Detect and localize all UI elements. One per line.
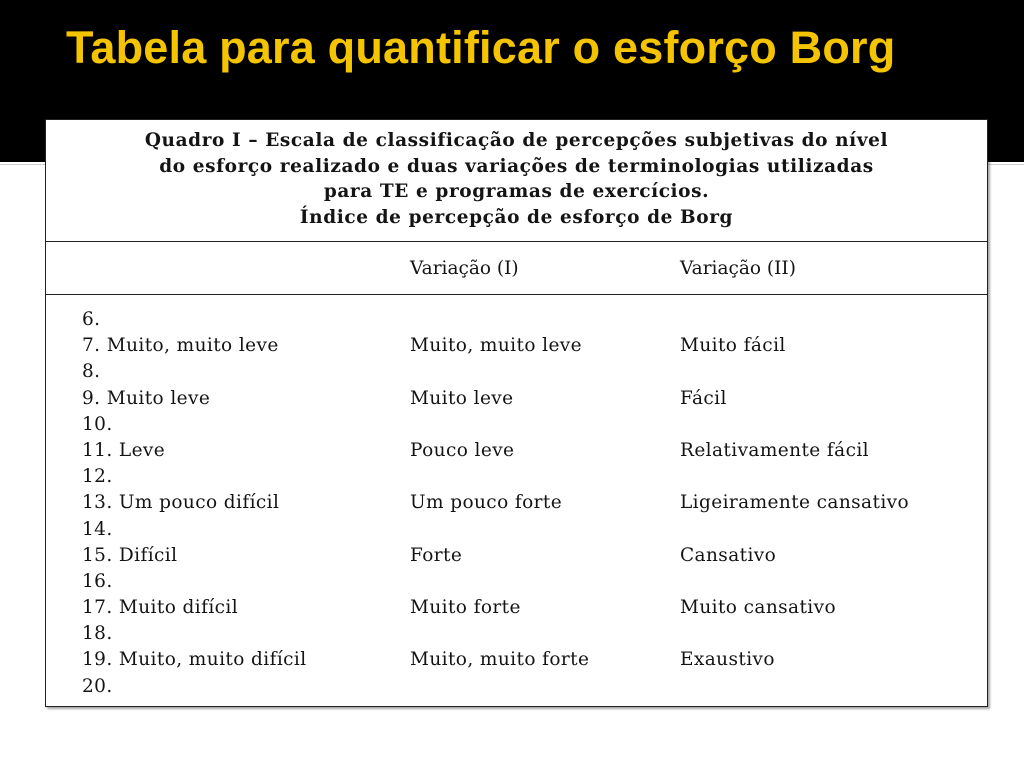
divider-left xyxy=(0,164,46,165)
scale-cell: 15. Difícil xyxy=(82,544,178,566)
table-row xyxy=(46,438,987,464)
table-row xyxy=(46,674,987,700)
scale-cell: 8. xyxy=(82,361,101,383)
variation-1-cell: Muito, muito forte xyxy=(410,649,590,671)
scale-cell: 10. xyxy=(82,413,113,435)
caption-line: Índice de percepção de esforço de Borg xyxy=(299,206,734,228)
variation-2-cell: Relativamente fácil xyxy=(680,439,869,461)
table-row xyxy=(46,647,987,673)
scale-cell: 19. Muito, muito difícil xyxy=(82,649,307,671)
divider-right xyxy=(988,164,1024,165)
borg-scale-table xyxy=(45,119,988,707)
scale-cell: 13. Um pouco difícil xyxy=(82,492,280,514)
variation-2-cell: Cansativo xyxy=(680,544,777,566)
scale-cell: 9. Muito leve xyxy=(82,387,211,409)
table-row xyxy=(46,543,987,569)
scale-cell: 11. Leve xyxy=(82,439,166,461)
scale-cell: 16. xyxy=(82,570,113,592)
variation-2-cell: Fácil xyxy=(680,387,727,409)
caption-line: do esforço realizado e duas variações de terminologias utilizadas xyxy=(159,155,874,177)
variation-2-cell: Muito fácil xyxy=(680,335,786,357)
table-body xyxy=(46,307,987,700)
table-row xyxy=(46,464,987,490)
caption-line: Quadro I – Escala de classificação de percepções subjetivas do nível xyxy=(144,130,889,151)
scale-cell: 12. xyxy=(82,466,113,488)
variation-1-cell: Um pouco forte xyxy=(410,492,563,514)
table-row xyxy=(46,412,987,438)
scale-cell: 18. xyxy=(82,623,113,645)
scale-cell: 7. Muito, muito leve xyxy=(82,335,279,357)
table-row xyxy=(46,569,987,595)
table-row xyxy=(46,307,987,333)
caption-line: para TE e programas de exercícios. xyxy=(323,181,710,202)
header-variation-1: Variação (I) xyxy=(410,258,519,279)
variation-2-cell: Muito cansativo xyxy=(680,597,836,619)
scale-cell: 17. Muito difícil xyxy=(82,597,239,619)
table-row xyxy=(46,359,987,385)
slide-title: Tabela para quantificar o esforço Borg xyxy=(66,22,896,73)
scale-cell: 20. xyxy=(82,675,113,697)
variation-1-cell: Muito forte xyxy=(410,597,521,619)
table-row xyxy=(46,595,987,621)
table-row xyxy=(46,333,987,359)
table-row xyxy=(46,517,987,543)
table-header-row xyxy=(46,242,987,295)
table-row xyxy=(46,490,987,516)
variation-1-cell: Forte xyxy=(410,544,463,566)
variation-1-cell: Pouco leve xyxy=(410,439,515,461)
table-caption xyxy=(46,120,987,242)
table-row xyxy=(46,621,987,647)
scale-cell: 14. xyxy=(82,518,113,540)
scale-cell: 6. xyxy=(82,309,101,330)
variation-1-cell: Muito, muito leve xyxy=(410,335,582,357)
variation-2-cell: Ligeiramente cansativo xyxy=(680,492,910,514)
table-row xyxy=(46,386,987,412)
variation-1-cell: Muito leve xyxy=(410,387,514,409)
header-variation-2: Variação (II) xyxy=(680,258,796,279)
variation-2-cell: Exaustivo xyxy=(680,649,775,671)
